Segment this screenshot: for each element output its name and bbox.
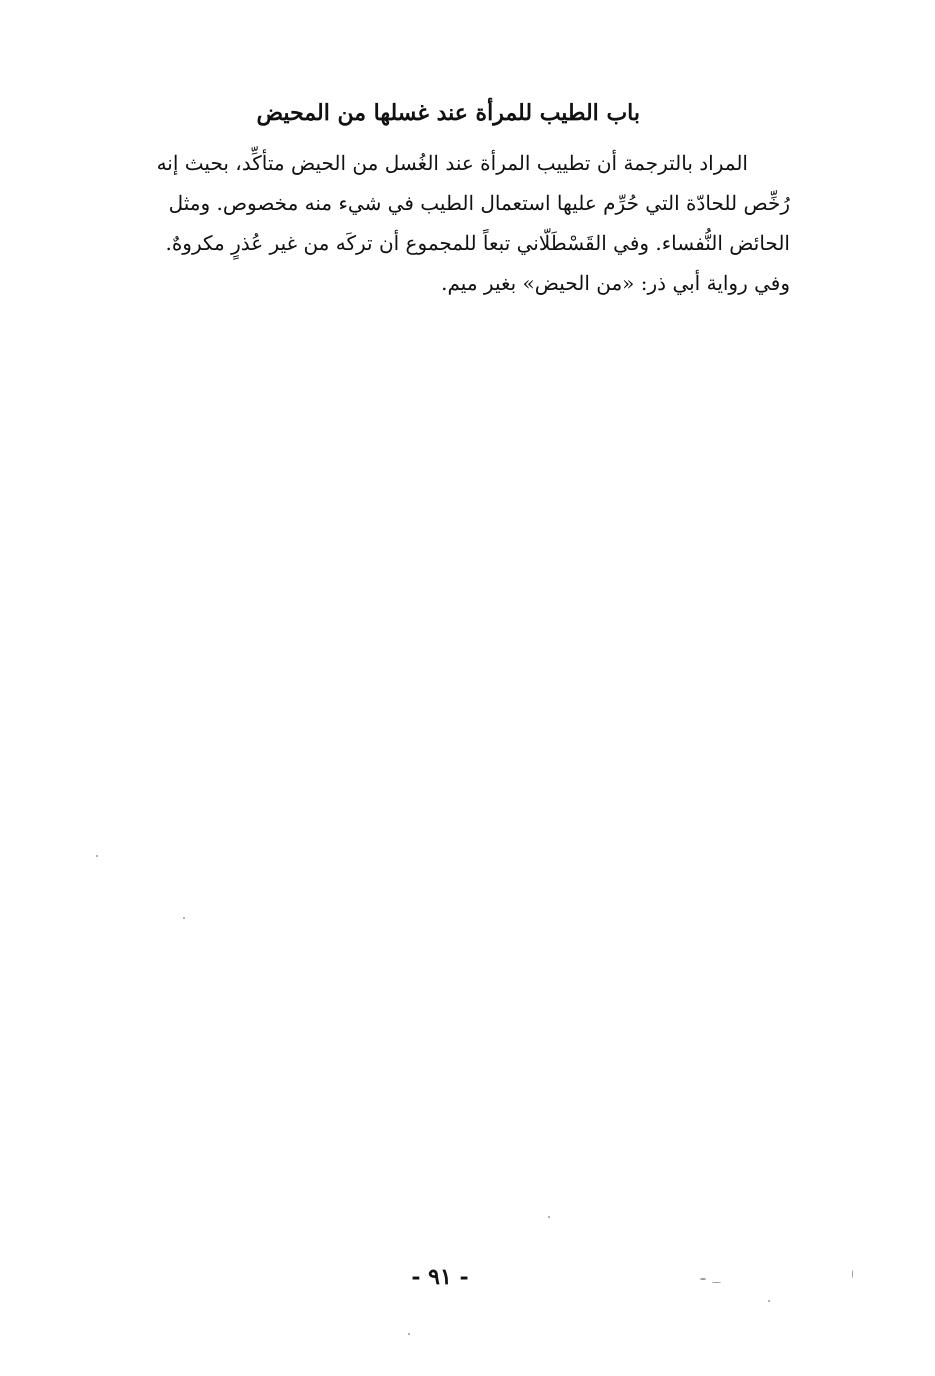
scan-speck <box>548 1216 550 1218</box>
scan-speck <box>700 1278 706 1280</box>
scan-speck <box>712 1282 721 1283</box>
scan-speck <box>408 1333 410 1335</box>
scan-speck <box>183 917 185 919</box>
scan-speck <box>96 855 98 857</box>
chapter-heading: باب الطيب للمرأة عند غسلها من المحيض <box>256 100 640 126</box>
scan-speck <box>852 1270 853 1278</box>
body-paragraph <box>100 143 790 303</box>
scan-speck <box>768 1300 770 1302</box>
paragraph-line: المراد بالترجمة أن تطييب المرأة عند الغُسل من الحيض متأكِّد، بحيث إنه <box>156 151 748 175</box>
paragraph-line: رُخِّص للحادّة التي حُرِّم عليها استعمال الطيب في شيء منه مخصوص. ومثل <box>168 191 790 215</box>
page-number: - ٩١ - <box>411 1264 469 1290</box>
paragraph-line: الحائض النُّفساء. وفي القَسْطَلّاني تبعاً للمجموع أن تركَه من غير عُذرٍ مكروهٌ. <box>165 231 790 255</box>
paragraph-line: وفي رواية أبي ذر: «من الحيض» بغير ميم. <box>441 271 790 295</box>
